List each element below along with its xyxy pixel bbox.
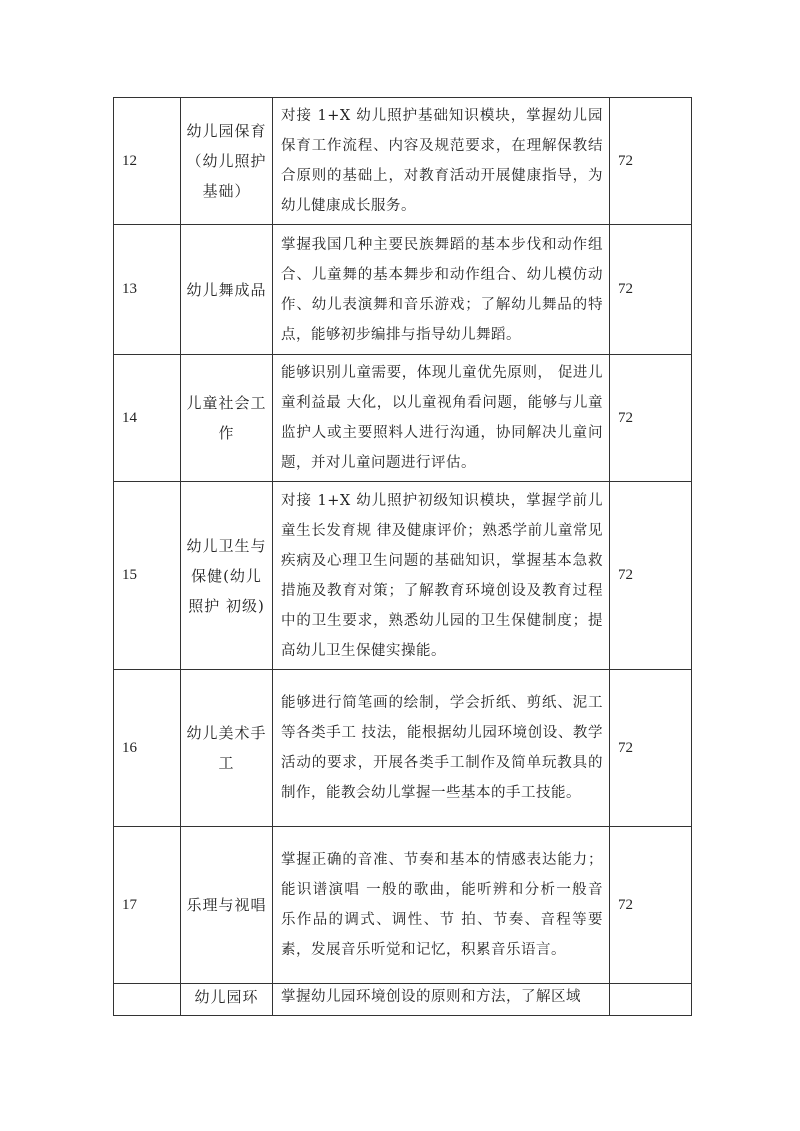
course-name: 幼儿舞成品 [181,225,273,355]
table-row [114,984,692,1016]
table-row [114,225,692,355]
course-number: 16 [114,670,181,827]
course-description: 对接 1+X 幼儿照护初级知识模块，掌握学前儿童生长发育规 律及健康评价；熟悉学前儿童常见疾病及心理卫生问题的基础知识，掌握基本急救措施及教育对策；了解教育环境创设及教育过程中的卫生要求，熟悉幼儿园的卫生保健制度；提高幼儿卫生保健实操能。 [273,482,610,670]
course-number: 14 [114,355,181,482]
course-table [113,97,692,1016]
table-row [114,355,692,482]
course-description: 掌握幼儿园环境创设的原则和方法，了解区域 [273,984,610,1016]
table-row [114,670,692,827]
course-name: 幼儿卫生与保健(幼儿照护 初级) [181,482,273,670]
course-name: 幼儿园环 [181,984,273,1016]
course-description: 掌握我国几种主要民族舞蹈的基本步伐和动作组合、儿童舞的基本舞步和动作组合、幼儿模仿动作、幼儿表演舞和音乐游戏；了解幼儿舞品的特点，能够初步编排与指导幼儿舞蹈。 [273,225,610,355]
course-hours: 72 [610,225,692,355]
course-hours: 72 [610,98,692,225]
table-row [114,482,692,670]
course-number: 15 [114,482,181,670]
course-description: 能够识别儿童需要，体现儿童优先原则， 促进儿童利益最 大化，以儿童视角看问题，能够与儿童监护人或主要照料人进行沟通，协同解决儿童问题，并对儿童问题进行评估。 [273,355,610,482]
table-row [114,98,692,225]
course-number: 17 [114,827,181,984]
course-hours: 72 [610,670,692,827]
course-name: 幼儿园保育（幼儿照护基础） [181,98,273,225]
course-name: 乐理与视唱 [181,827,273,984]
course-hours: 72 [610,355,692,482]
course-number: 12 [114,98,181,225]
course-hours: 72 [610,482,692,670]
course-number [114,984,181,1016]
table-row [114,827,692,984]
course-description: 掌握正确的音准、节奏和基本的情感表达能力；能识谱演唱 一般的歌曲，能听辨和分析一般音 乐作品的调式、调性、节 拍、节奏、音程等要素，发展音乐听觉和记忆，积累音乐语言。 [273,827,610,984]
course-description: 能够进行简笔画的绘制，学会折纸、剪纸、泥工等各类手工 技法，能根据幼儿园环境创设、教学活动的要求，开展各类手工制作及简单玩教具的制作，能教会幼儿掌握一些基本的手工技能。 [273,670,610,827]
course-number: 13 [114,225,181,355]
course-hours: 72 [610,827,692,984]
course-hours [610,984,692,1016]
course-name: 儿童社会工作 [181,355,273,482]
course-description: 对接 1+X 幼儿照护基础知识模块，掌握幼儿园保育工作流程、内容及规范要求，在理解保教结合原则的基础上，对教育活动开展健康指导，为 幼儿健康成长服务。 [273,98,610,225]
course-name: 幼儿美术手工 [181,670,273,827]
